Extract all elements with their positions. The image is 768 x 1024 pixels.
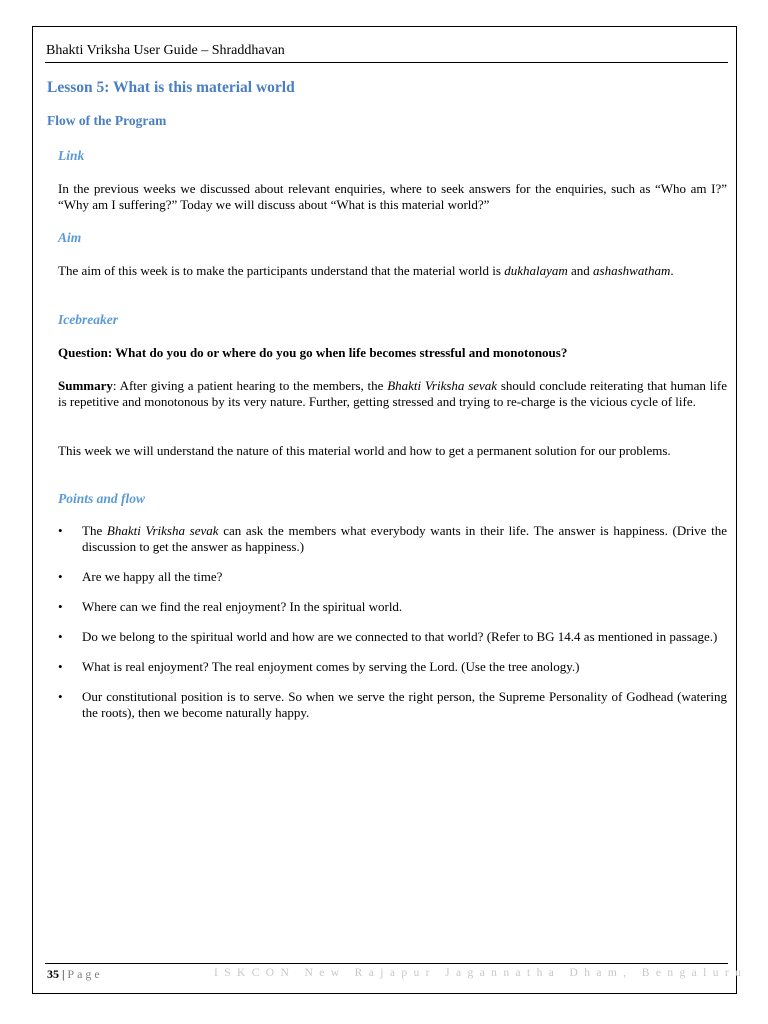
footer-rule: [45, 963, 728, 964]
summary-term: Bhakti Vriksha sevak: [387, 378, 498, 393]
item-text: The: [82, 523, 107, 538]
aim-text: The aim of this week is to make the participants understand that the material world is: [58, 263, 505, 278]
aim-text-mid: and: [567, 263, 594, 278]
bullet-icon: •: [58, 599, 63, 614]
item-text: What is real enjoyment? The real enjoyment comes by serving the Lord. (Use the tree anology.): [82, 659, 580, 674]
list-item: [58, 523, 727, 555]
page-number-footer: [47, 967, 103, 982]
item-term: Bhakti Vriksha sevak: [106, 523, 219, 538]
list-item: [58, 569, 727, 585]
icebreaker-heading: Icebreaker: [58, 312, 118, 327]
list-item: [58, 659, 727, 675]
aim-paragraph: [58, 263, 727, 279]
summary-text-end: should conclude reiterating that human life is repetitive and monotonous by its very nature. Further, getting stressed and trying to re-charge is the vicious cycle of life.: [58, 378, 728, 409]
term-dukhalayam: dukhalayam: [504, 263, 568, 278]
icebreaker-closing: This week we will understand the nature of this material world and how to get a permanent solution for our problems.: [58, 443, 671, 458]
points-list: [58, 523, 727, 735]
aim-text-end: .: [670, 263, 674, 278]
list-item: [58, 689, 727, 721]
bullet-icon: •: [58, 629, 63, 644]
list-item: [58, 599, 727, 615]
aim-heading: Aim: [58, 230, 82, 245]
page-number: 35: [47, 967, 59, 981]
item-text: Are we happy all the time?: [82, 569, 223, 584]
page-border: [32, 26, 737, 994]
footer-separator: |: [59, 967, 68, 981]
icebreaker-summary: [58, 378, 727, 410]
link-heading: Link: [58, 148, 85, 163]
footer-organization: ISKCON New Rajapur Jagannatha Dham, Bengaluru: [214, 967, 748, 979]
item-text: Do we belong to the spiritual world and how are we connected to that world? (Refer to BG 14.4 as mentioned in passage.): [82, 629, 718, 644]
page-label: Page: [67, 967, 103, 981]
running-header: Bhakti Vriksha User Guide – Shraddhavan: [46, 43, 285, 58]
item-text: Where can we find the real enjoyment? In the spiritual world.: [82, 599, 403, 614]
points-heading: Points and flow: [58, 491, 146, 506]
term-ashashwatham: ashashwatham: [593, 263, 671, 278]
icebreaker-question: Question: What do you do or where do you go when life becomes stressful and monotonous?: [58, 345, 568, 360]
bullet-icon: •: [58, 689, 63, 704]
link-paragraph: In the previous weeks we discussed about relevant enquiries, where to seek answers for the enquiries, such as “Who am I?” “Why am I suffering?” Today we will discuss about “What is this material world?”: [58, 181, 727, 212]
flow-heading: Flow of the Program: [47, 113, 167, 128]
summary-text: : After giving a patient hearing to the members, the: [112, 378, 388, 393]
header-rule: [45, 62, 728, 63]
bullet-icon: •: [58, 659, 63, 674]
summary-label: Summary: [58, 378, 113, 393]
item-text-end: can ask the members what everybody wants in their life. The answer is happiness. (Drive the discussion to get the answer as happiness.): [82, 523, 728, 554]
item-text: Our constitutional position is to serve. So when we serve the right person, the Supreme Personality of Godhead (watering the roots), then we become naturally happy.: [82, 689, 727, 720]
list-item: [58, 629, 727, 645]
bullet-icon: •: [58, 569, 63, 584]
bullet-icon: •: [58, 523, 63, 538]
lesson-title: Lesson 5: What is this material world: [47, 79, 295, 96]
